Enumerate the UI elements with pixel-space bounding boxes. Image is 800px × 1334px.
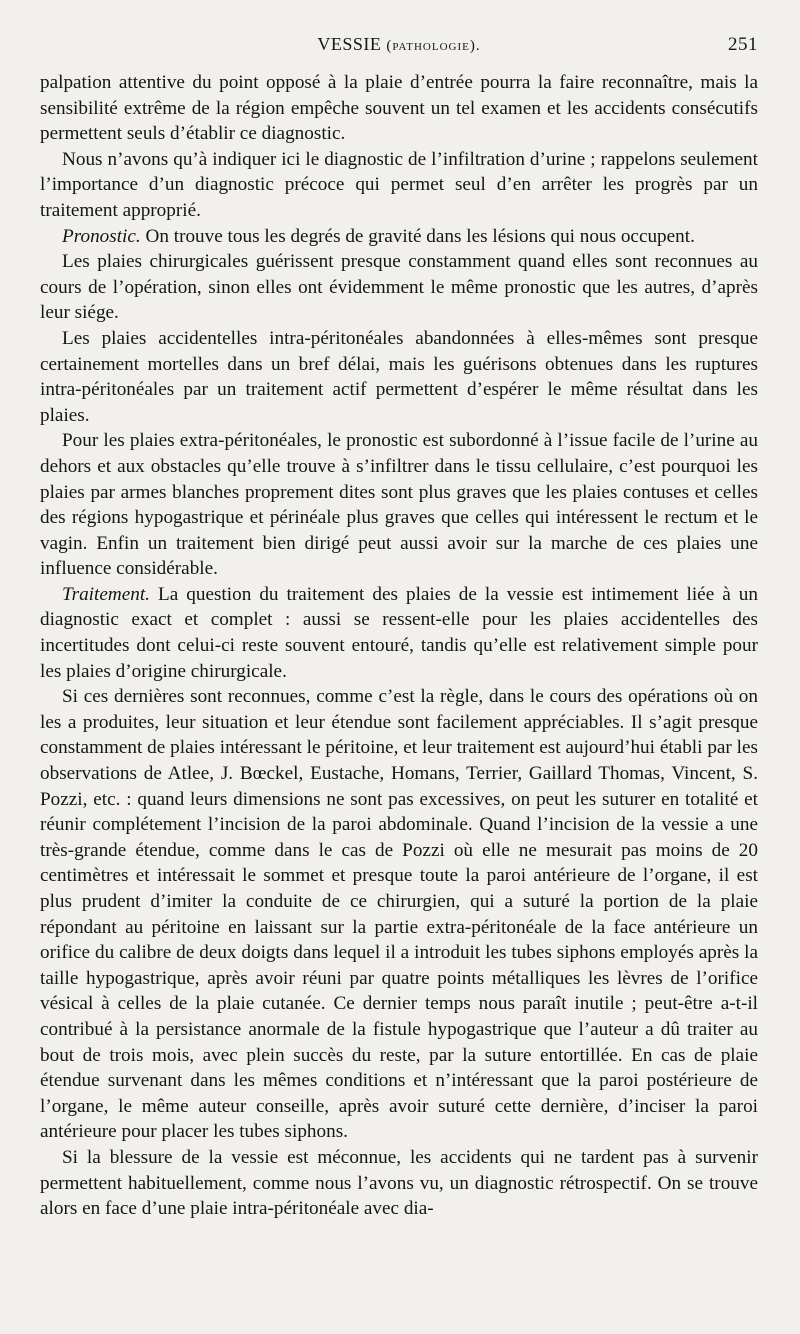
running-title [40, 34, 758, 55]
paragraph-pronostic: Pronostic. On trouve tous les degrés de gravité dans les lésions qui nous occupent. [62, 225, 695, 247]
section-runin-traitement: Traitement. [62, 583, 150, 605]
paragraph: Nous n’avons qu’à indiquer ici le diagnostic de l’infiltration d’urine ; rappelons seulement l’importance d’un diagnostic précoce qui permet seul d’en arrêter les progrès par un traitement approprié. [40, 148, 758, 221]
paragraph: Pour les plaies extra-péritonéales, le pronostic est subordonné à l’issue facile de l’urine au dehors et aux obstacles qu’elle trouve à s’infiltrer dans le tissu cellulaire, c’est pourquoi les plaies par armes blanches proprement dites sont plus graves que les plaies contuses et celles des régions hypogastrique et périnéale plus graves que celles qui intéressent le rectum et le vagin. Enfin un traitement bien dirigé peut aussi avoir sur la marche de ces plaies une influence considérable. [40, 430, 758, 580]
running-header [40, 34, 758, 70]
paragraph: Les plaies chirurgicales guérissent presque constamment quand elles sont reconnues au cours de l’opération, sinon elles ont évidemment le même pronostic que les autres, d’après leur siége. [40, 251, 758, 324]
running-title-sub: (pathologie). [386, 38, 481, 54]
paragraph: Les plaies accidentelles intra-péritonéales abandonnées à elles-mêmes sont presque certainement mortelles dans un bref délai, mais les guérisons obtenues dans les ruptures intra-péritonéales par un traitement actif permettent d’espérer le même résultat dans les plaies. [40, 327, 758, 426]
running-title-main: VESSIE [317, 34, 382, 54]
section-runin-pronostic: Pronostic. [62, 225, 141, 247]
paragraph: Si la blessure de la vessie est méconnue, les accidents qui ne tardent pas à survenir permettent habituellement, comme nous l’avons vu, un diagnostic rétrospectif. On se trouve alors en face d’une plaie intra-péritonéale avec dia- [40, 1146, 758, 1220]
paragraph: Si ces dernières sont reconnues, comme c’est la règle, dans le cours des opérations où on les a produites, leur situation et leur étendue sont facilement appréciables. Il s’agit presque constamment de plaies intéressant le péritoine, et leur traitement est aujourd’hui établi par les observations de Atlee, J. Bœckel, Eustache, Homans, Terrier, Gaillard Thomas, Vincent, S. Pozzi, etc. : quand leurs dimensions ne sont pas excessives, on peut les suturer en totalité et réunir complétement l’incision de la paroi abdominale. Quand l’incision de la vessie a une très-grande étendue, comme dans le cas de Pozzi où elle ne mesurait pas moins de 20 centimètres et intéressait le sommet et presque toute la paroi antérieure de l’organe, il est plus prudent d’imiter la conduite de ce chirurgien, qui a suturé la portion de la plaie répondant au péritoine en laissant sur la partie extra-péritonéale de la face antérieure un orifice du calibre de deux doigts dans lequel il a introduit les tubes siphons employés après la taille hypogastrique, après avoir réuni par quatre points métalliques les lèvres de l’orifice vésical à celles de la plaie cutanée. Ce dernier temps nous paraît inutile ; peut-être a-t-il contribué à la persistance anormale de la fistule hypogastrique que l’auteur a dû traiter au bout de trois mois, avec plein succès du reste, par la suture entortillée. En cas de plaie étendue survenant dans les mêmes conditions et n’intéressant que la paroi postérieure de l’organe, le même auteur conseille, après avoir suturé cette dernière, d’inciser la paroi antérieure pour placer les tubes siphons. [40, 686, 758, 1143]
paragraph-traitement: Traitement. La question du traitement des plaies de la vessie est intimement liée à un diagnostic exact et complet : aussi se ressent-elle pour les plaies accidentelles des incertitudes dont celui-ci reste souvent entouré, tandis qu’elle est relativement simple pour les plaies d’origine chirurgicale. [40, 583, 758, 682]
paragraph: palpation attentive du point opposé à la plaie d’entrée pourra la faire reconnaître, mais la sensibilité extrême de la région empêche souvent un tel examen et les accidents consécutifs permettent seuls d’établir ce diagnostic. [40, 72, 758, 145]
body-text [40, 70, 758, 1222]
page-number: 251 [728, 34, 758, 55]
